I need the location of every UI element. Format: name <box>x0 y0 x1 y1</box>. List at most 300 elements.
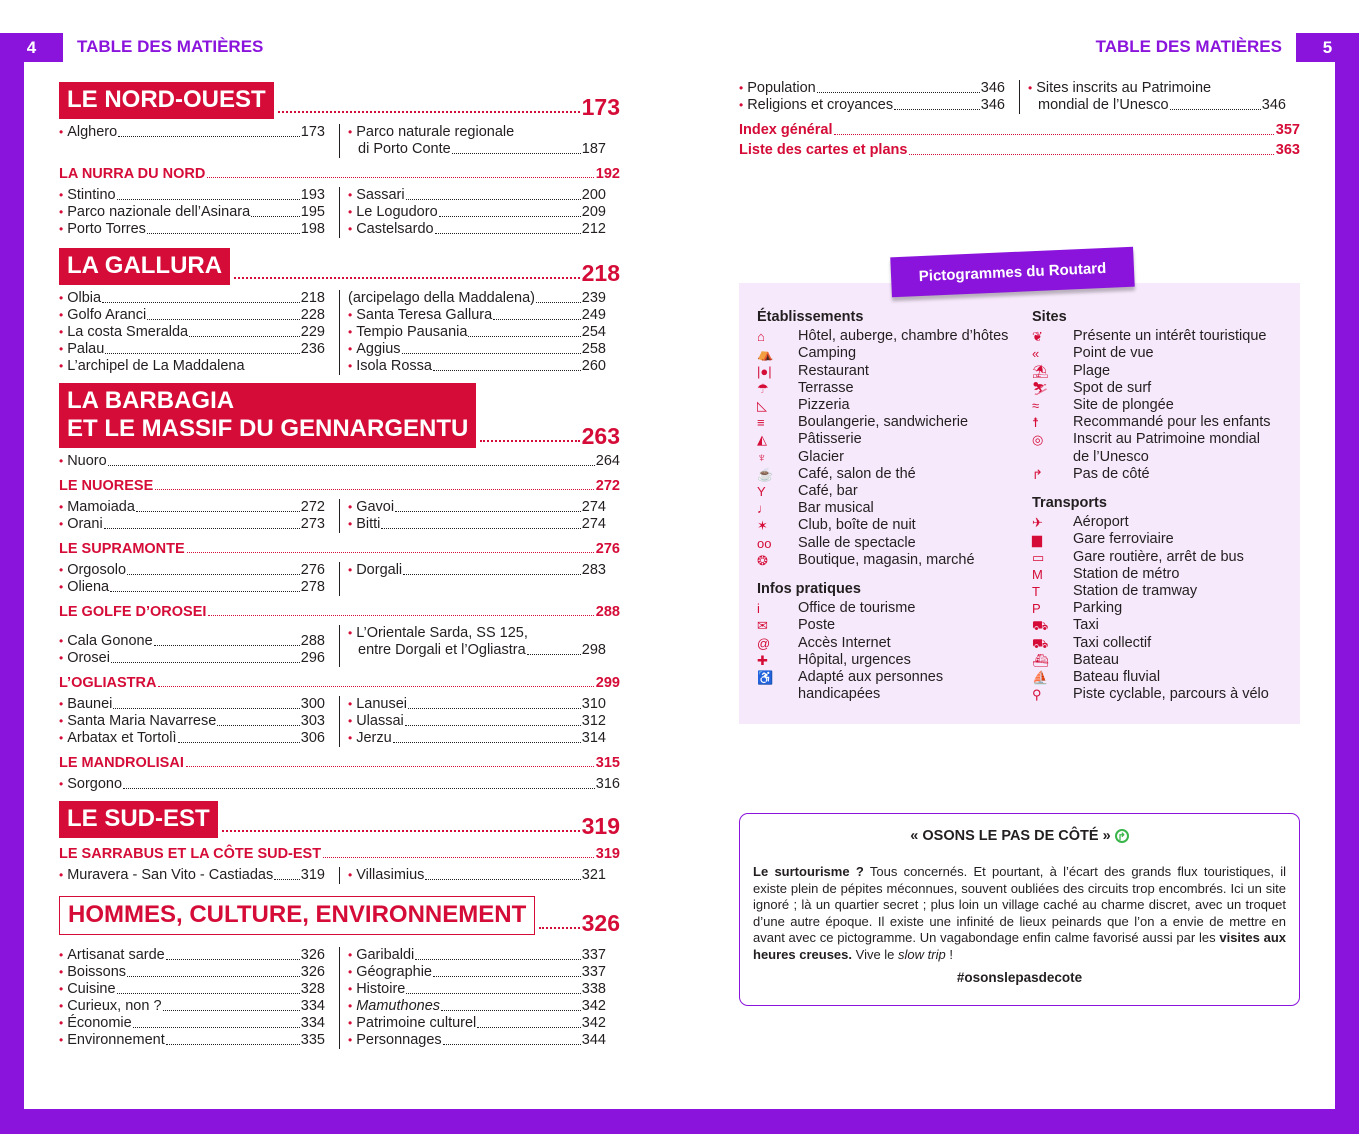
picto-label <box>1073 328 1294 345</box>
toc-entry[interactable] <box>348 981 606 998</box>
toc-sub-supramonte[interactable] <box>59 541 620 557</box>
toc-col-left <box>59 562 325 596</box>
toc-entry[interactable] <box>348 324 606 341</box>
entry-page: 218 <box>300 289 325 306</box>
toc-entry[interactable] <box>348 964 606 981</box>
entry-label: Tempio Pausania <box>356 323 468 340</box>
tourist-interest-icon: ❦ <box>1032 329 1043 345</box>
coffee-cup-icon: ☕ <box>757 466 774 482</box>
entry-label: Personnages <box>356 1031 442 1048</box>
at-sign-icon: @ <box>757 635 771 651</box>
toc-entry[interactable] <box>348 713 606 730</box>
toc-entry[interactable] <box>348 516 606 533</box>
toc-entry[interactable] <box>348 499 606 516</box>
picto-label-text: Point de vue <box>1073 345 1154 362</box>
leader-dots <box>186 766 594 767</box>
toc-entry[interactable] <box>59 981 325 998</box>
picto-label <box>1073 669 1294 686</box>
bullet: • <box>59 204 64 219</box>
picto-item <box>757 483 1027 500</box>
pas-de-cote-hashtag: #osonslepasdecote <box>956 970 1083 985</box>
bullet: • <box>59 964 64 979</box>
picto-label-text: Café, salon de thé <box>798 465 916 482</box>
leader-dots <box>909 154 1273 155</box>
toc-entry[interactable] <box>348 998 606 1015</box>
picto-label-text: Site de plongée <box>1073 397 1174 414</box>
sub-page: 315 <box>595 755 620 772</box>
leader-dots <box>493 319 581 320</box>
sub-title: LE NUORESE <box>59 478 154 495</box>
sub-page: 299 <box>595 675 620 692</box>
toc-col-left <box>59 867 325 884</box>
entry-page: 298 <box>581 642 606 659</box>
picto-label <box>1073 514 1294 531</box>
picto-label-text: Pâtisserie <box>798 431 862 448</box>
toc-entry[interactable] <box>59 947 325 964</box>
leader-dots <box>166 959 300 960</box>
leader-dots <box>208 615 593 616</box>
entry-label: (arcipelago della Maddalena) <box>348 289 536 306</box>
picto-label-text: Gare routière, arrêt de bus <box>1073 548 1244 565</box>
picto-label <box>798 328 1027 345</box>
entry-label: Orani <box>67 516 103 533</box>
leader-dots <box>395 511 581 512</box>
picto-label <box>798 345 1027 362</box>
picto-label-text: Pas de côté <box>1073 465 1150 482</box>
bullet: • <box>348 714 353 729</box>
toc-entry[interactable] <box>59 562 325 579</box>
leader-dots <box>403 574 581 575</box>
train-icon: ▆ <box>1032 532 1042 548</box>
toc-entry[interactable] <box>348 187 606 204</box>
picto-label-text: Station de métro <box>1073 565 1180 582</box>
toc-major-gallura[interactable] <box>59 248 620 285</box>
toc-entries <box>59 124 620 158</box>
sub-page: 272 <box>595 478 620 495</box>
entry-page: 249 <box>581 306 606 323</box>
toc-entry[interactable] <box>59 221 325 238</box>
picto-label-text: Restaurant <box>798 362 869 379</box>
entry-label: Orgosolo <box>67 562 127 579</box>
picto-label-text: Café, bar <box>798 483 858 500</box>
toc-entry[interactable] <box>348 696 606 713</box>
entry-page: 326 <box>300 963 325 980</box>
toc-entry[interactable] <box>59 499 325 516</box>
toc-sub-sarrabus[interactable] <box>59 846 620 862</box>
picto-item <box>757 328 1027 345</box>
toc-col-left <box>59 290 325 375</box>
entry-label: Religions et croyances <box>747 97 894 113</box>
entry-page: 283 <box>581 562 606 579</box>
toc-entry[interactable] <box>59 713 325 730</box>
entry-page: 335 <box>300 1031 325 1048</box>
bullet: • <box>59 500 64 515</box>
bullet: • <box>348 500 353 515</box>
entry-label: Golfo Aranci <box>67 306 147 323</box>
picto-item <box>757 466 1027 483</box>
toc-entries <box>59 187 620 238</box>
leader-dots <box>189 336 300 337</box>
picto-label-text: Inscrit au Patrimoine mondial <box>1073 431 1260 448</box>
toc-entry[interactable] <box>59 290 325 307</box>
picto-item <box>1032 345 1294 362</box>
toc-col-right <box>339 696 606 747</box>
picto-item <box>1032 531 1294 548</box>
picto-item <box>757 600 1027 617</box>
pas-de-cote-bold: visites aux heures creuses. <box>753 930 1286 962</box>
toc-entry[interactable] <box>59 187 325 204</box>
leader-dots <box>147 319 300 320</box>
toc-sub-mandrolisai[interactable] <box>59 755 620 771</box>
toc-col-right <box>339 947 606 1049</box>
parking-icon: P <box>1032 601 1041 617</box>
taxi-icon: ⛟ <box>1032 618 1049 634</box>
picto-label-text: Gare ferroviaire <box>1073 531 1174 548</box>
sub-title: LE GOLFE D’OROSEI <box>59 604 207 621</box>
picto-label <box>1073 583 1294 600</box>
entry-page: 195 <box>300 203 325 220</box>
picto-item <box>1032 363 1294 380</box>
toc-entry[interactable] <box>348 730 606 747</box>
leader-dots <box>217 725 300 726</box>
toc-entry[interactable] <box>348 358 606 375</box>
picto-label <box>798 449 1027 466</box>
toc-entry[interactable] <box>348 307 606 324</box>
toc-col-left <box>59 187 325 238</box>
bullet: • <box>59 998 64 1013</box>
bullet: • <box>59 290 64 305</box>
picto-label-text: Spot de surf <box>1073 379 1152 396</box>
entry-label: Alghero <box>67 123 118 140</box>
toc-entry[interactable] <box>59 730 325 747</box>
pictogram-legend-banner: Pictogrammes du Routard <box>890 247 1135 298</box>
ice-cream-icon: ♆ <box>757 449 767 465</box>
toc-entries <box>59 453 620 470</box>
picto-label <box>1073 397 1294 414</box>
leader-dots <box>539 927 579 929</box>
entry-label: Boissons <box>67 963 127 980</box>
leader-dots <box>117 199 300 200</box>
entry-page: 173 <box>300 123 325 140</box>
bullet: • <box>59 307 64 322</box>
picto-item <box>1032 380 1294 397</box>
toc-sub-nurra[interactable] <box>59 166 620 182</box>
entry-page: 346 <box>980 80 1005 96</box>
diving-icon: ≈ <box>1032 398 1040 414</box>
entry-label: L’Orientale Sarda, SS 125, <box>356 625 528 642</box>
picto-label <box>1073 414 1294 431</box>
picto-label <box>798 617 1027 634</box>
index-page: 357 <box>1275 122 1300 138</box>
page-frame-left <box>0 33 24 1134</box>
toc-entry[interactable] <box>59 1015 325 1032</box>
toc-col-right <box>339 124 606 158</box>
picto-item <box>757 517 1027 534</box>
bullet: • <box>1028 81 1033 95</box>
entry-label: Isola Rossa <box>356 357 432 374</box>
picto-item <box>757 652 1027 669</box>
major-title-line1: LA BARBAGIA <box>67 386 235 414</box>
picto-label <box>798 380 1027 397</box>
picto-label <box>798 535 1027 552</box>
toc-entry-line <box>348 124 606 141</box>
leader-dots <box>102 302 300 303</box>
toc-entry[interactable] <box>348 562 606 579</box>
toc-entry[interactable] <box>59 341 325 358</box>
entry-label: Stintino <box>67 186 116 203</box>
leader-dots <box>127 574 300 575</box>
toc-major-nord-ouest[interactable] <box>59 82 620 119</box>
picto-label <box>798 431 1027 448</box>
toc-entry[interactable] <box>59 516 325 533</box>
pas-de-cote-title-text: « OSONS LE PAS DE CÔTÉ » <box>910 828 1111 844</box>
entry-page: 319 <box>300 866 325 883</box>
picto-item <box>757 500 1027 517</box>
leader-dots <box>187 552 594 553</box>
picto-label-text: Bateau fluvial <box>1073 669 1161 686</box>
left-page-number: 4 <box>0 33 63 62</box>
picto-label-text: Boulangerie, sandwicherie <box>798 414 969 431</box>
bullet: • <box>59 731 64 746</box>
leader-dots <box>154 645 300 646</box>
leader-dots <box>408 708 581 709</box>
picto-list-etablissements <box>757 328 1027 569</box>
picto-label-text: Parking <box>1073 600 1123 617</box>
toc-entry[interactable] <box>348 204 606 221</box>
toc-entry[interactable] <box>59 579 325 596</box>
entry-page: 187 <box>581 140 606 157</box>
toc-entry[interactable] <box>59 776 620 793</box>
toc-major-sud-est[interactable] <box>59 801 620 838</box>
picto-list-infos <box>757 600 1027 703</box>
picto-label-text: Recommandé pour les enfants <box>1073 414 1271 431</box>
pas-de-cote-box <box>739 813 1300 1006</box>
picto-label <box>798 635 1027 652</box>
toc-entry[interactable] <box>59 650 325 667</box>
picto-heading-transports: Transports <box>1032 495 1107 512</box>
leader-dots <box>817 92 980 93</box>
pas-de-cote-text-3: ! <box>945 946 953 962</box>
leader-dots <box>118 136 300 137</box>
bullet: • <box>59 358 64 373</box>
picto-item <box>757 635 1027 652</box>
toc-major-hommes[interactable] <box>59 896 620 935</box>
toc-col-right <box>339 499 606 533</box>
sub-page: 288 <box>595 604 620 621</box>
toc-entry[interactable] <box>59 324 325 341</box>
sub-page: 276 <box>595 541 620 558</box>
picto-label <box>1073 617 1294 634</box>
picto-label <box>1073 466 1294 483</box>
toc-entry-line <box>348 625 606 642</box>
wine-glass-icon: Y <box>757 484 766 500</box>
toc-entry[interactable] <box>348 290 606 307</box>
entry-label: Cala Gonone <box>67 633 153 650</box>
toc-entry[interactable] <box>1028 97 1286 114</box>
toc-sub-ogliastra[interactable] <box>59 675 620 691</box>
bullet: • <box>59 221 64 236</box>
toc-entry[interactable] <box>348 221 606 238</box>
toc-entry[interactable] <box>59 204 325 221</box>
leader-dots <box>435 233 581 234</box>
leader-dots <box>111 662 300 663</box>
entry-label: Lanusei <box>356 696 407 713</box>
toc-col-right <box>339 290 606 375</box>
bullet: • <box>348 341 353 356</box>
toc-entry[interactable] <box>348 1032 606 1049</box>
leader-dots <box>452 153 581 154</box>
entry-label: Patrimoine culturel <box>356 1014 477 1031</box>
entry-page: 273 <box>300 516 325 533</box>
picto-item <box>757 669 1027 703</box>
bullet: • <box>59 714 64 729</box>
entry-page: 328 <box>300 980 325 997</box>
leader-dots <box>133 1027 300 1028</box>
entry-page: 229 <box>300 323 325 340</box>
picto-list-transports <box>1032 514 1294 703</box>
entry-label: di Porto Conte <box>358 140 451 157</box>
toc-entry[interactable] <box>59 1032 325 1049</box>
entry-label: Parco nazionale dell’Asinara <box>67 203 251 220</box>
picto-label <box>1073 549 1294 566</box>
envelope-icon: ✉ <box>757 618 768 634</box>
leader-dots <box>278 111 580 113</box>
toc-major-barbagia[interactable] <box>59 383 620 449</box>
sub-title: LE MANDROLISAI <box>59 755 184 772</box>
info-icon: i <box>757 601 760 617</box>
entry-page: 209 <box>581 203 606 220</box>
bullet: • <box>59 777 64 792</box>
entry-page: 254 <box>581 323 606 340</box>
sandwich-icon: ≡ <box>757 415 765 431</box>
picto-item <box>1032 466 1294 483</box>
entry-label: mondial de l’Unesco <box>1038 97 1169 113</box>
entry-label: Arbatax et Tortolì <box>67 730 177 747</box>
entry-page: 276 <box>300 562 325 579</box>
toc-entry[interactable] <box>59 453 620 470</box>
entry-page: 312 <box>581 713 606 730</box>
toc-entry[interactable] <box>348 341 606 358</box>
entry-label: Ulassai <box>356 713 404 730</box>
toc-entry[interactable] <box>59 633 325 650</box>
toc-entry[interactable] <box>348 947 606 964</box>
toc-col-right <box>339 625 606 667</box>
picto-label <box>1073 363 1294 380</box>
bullet: • <box>59 580 64 595</box>
entry-label: Santa Maria Navarrese <box>67 713 217 730</box>
leader-dots <box>536 302 581 303</box>
left-page-toc <box>59 80 620 1049</box>
leader-dots <box>415 959 581 960</box>
toc-entry[interactable] <box>348 642 606 659</box>
toc-entry[interactable] <box>739 80 1005 97</box>
entry-page: 193 <box>300 186 325 203</box>
bullet: • <box>59 651 64 666</box>
bullet: • <box>739 81 744 95</box>
entry-page: 334 <box>300 1014 325 1031</box>
leader-dots <box>393 742 581 743</box>
entry-page: 337 <box>581 946 606 963</box>
bicycle-icon: ⚲ <box>1032 687 1042 703</box>
entry-page: 228 <box>300 306 325 323</box>
entry-label: Muravera - San Vito - Castiadas <box>67 866 274 883</box>
toc-entry[interactable] <box>348 141 606 158</box>
toc-col-right <box>1019 80 1286 114</box>
toc-entry[interactable] <box>59 964 325 981</box>
entry-label: Histoire <box>356 980 406 997</box>
picto-label <box>1073 345 1294 362</box>
viewpoint-icon: « <box>1032 346 1040 362</box>
leader-dots <box>405 725 581 726</box>
toc-entry[interactable] <box>59 124 325 141</box>
toc-entry[interactable] <box>348 1015 606 1032</box>
picto-item <box>1032 549 1294 566</box>
picto-label-text-2: de l’Unesco <box>1073 448 1149 465</box>
toc-sub-orosei[interactable] <box>59 604 620 620</box>
entry-label: Le Logudoro <box>356 203 438 220</box>
music-note-icon: ♩ <box>757 501 770 517</box>
picto-label <box>798 414 1027 431</box>
entry-page: 337 <box>581 963 606 980</box>
entry-label: Porto Torres <box>67 220 146 237</box>
picto-label-text: Plage <box>1073 362 1111 379</box>
toc-entry[interactable] <box>59 867 325 884</box>
bullet: • <box>348 563 353 578</box>
toc-index-general[interactable] <box>739 120 1300 140</box>
leader-dots <box>323 857 594 858</box>
picto-label <box>798 652 1027 669</box>
picto-item <box>1032 652 1294 669</box>
toc-entry[interactable] <box>348 867 606 884</box>
leader-dots <box>113 708 299 709</box>
toc-entry[interactable] <box>59 998 325 1015</box>
toc-entries <box>59 867 620 884</box>
toc-entry[interactable] <box>59 358 325 375</box>
picto-item <box>757 380 1027 397</box>
picto-label-text: Adapté aux personnes <box>798 669 944 686</box>
hotel-icon: ⌂ <box>757 329 765 345</box>
entry-page: 338 <box>581 980 606 997</box>
picto-label-text: Poste <box>798 617 836 634</box>
pas-de-cote-icon: ↱ <box>1115 829 1129 843</box>
bullet: • <box>348 731 353 746</box>
toc-liste-cartes[interactable] <box>739 140 1300 160</box>
picto-heading-infos: Infos pratiques <box>757 581 861 598</box>
leader-dots <box>104 528 300 529</box>
entry-label: Artisanat sarde <box>67 946 165 963</box>
bullet: • <box>59 867 64 882</box>
major-page: 218 <box>581 259 620 286</box>
shopping-basket-icon: ❂ <box>757 552 768 568</box>
toc-sub-nuorese[interactable] <box>59 478 620 494</box>
bullet: • <box>348 517 353 532</box>
entry-page: 326 <box>300 946 325 963</box>
toc-entry[interactable] <box>59 307 325 324</box>
toc-entries-continued <box>739 80 1300 114</box>
pictogram-col-left <box>757 309 1027 703</box>
toc-entry[interactable] <box>59 696 325 713</box>
entry-label: Dorgali <box>356 562 403 579</box>
bullet: • <box>348 947 353 962</box>
picto-label-text: Taxi <box>1073 617 1099 634</box>
bullet: • <box>739 98 744 112</box>
picto-label <box>798 397 1027 414</box>
picto-label <box>1073 566 1294 583</box>
entry-page: 274 <box>581 516 606 533</box>
bullet: • <box>348 626 353 641</box>
toc-entry[interactable] <box>739 97 1005 114</box>
major-page: 263 <box>581 423 620 450</box>
